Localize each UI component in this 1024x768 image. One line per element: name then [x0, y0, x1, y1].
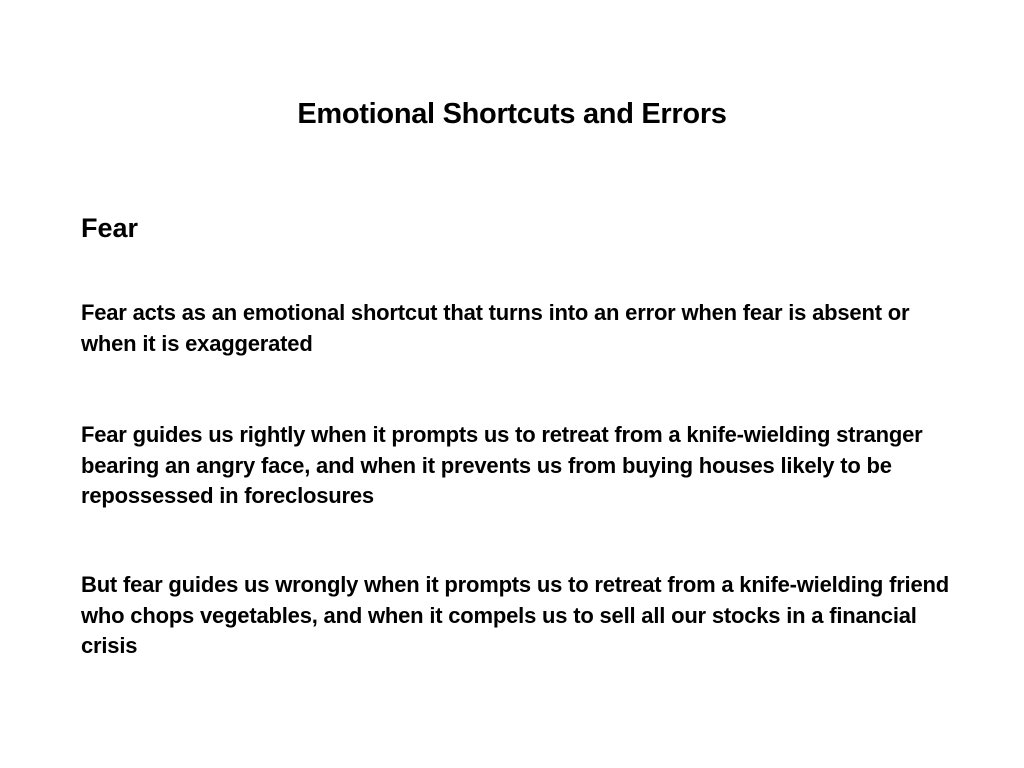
paragraph-1: Fear acts as an emotional shortcut that turns into an error when fear is absent or when it is exaggerated — [81, 300, 910, 356]
paragraph-2: Fear guides us rightly when it prompts us to retreat from a knife-wielding stranger bearing an angry face, and when it prevents us from buying houses likely to be repossessed in foreclosures — [81, 422, 923, 508]
section-heading: Fear — [81, 213, 139, 243]
slide-title: Emotional Shortcuts and Errors — [297, 98, 727, 130]
paragraph-3: But fear guides us wrongly when it prompts us to retreat from a knife-wielding friend who chops vegetables, and when it compels us to sell all our stocks in a financial crisis — [81, 572, 949, 658]
